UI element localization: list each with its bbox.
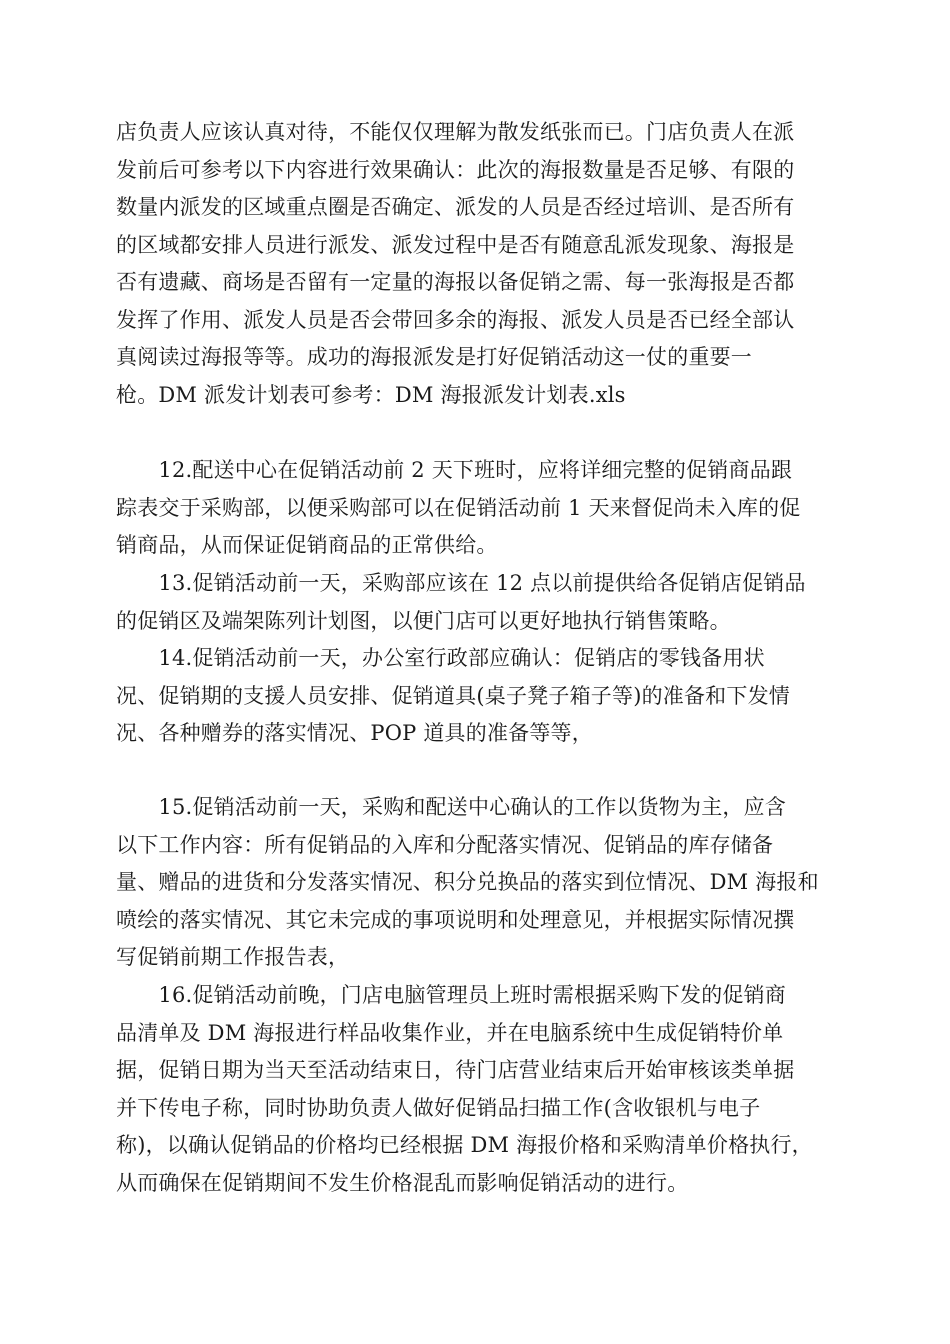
paragraph-item-12 (116, 452, 836, 565)
text-line: 否有遗藏、商场是否留有一定量的海报以备促销之需、每一张海报是否都 (116, 270, 795, 294)
text-line: 发前后可参考以下内容进行效果确认：此次的海报数量是否足够、有限的 (116, 157, 795, 182)
text-line: 发挥了作用、派发人员是否会带回多余的海报、派发人员是否已经全部认 (116, 307, 795, 332)
text-line: 12.配送中心在促销活动前 2 天下班时，应将详细完整的促销商品跟 (116, 458, 793, 482)
text-line: 以下工作内容：所有促销品的入库和分配落实情况、促销品的库存储备 (116, 832, 774, 857)
text-line: 喷绘的落实情况、其它未完成的事项说明和处理意见，并根据实际情况撰 (116, 907, 795, 932)
text-line: 况、促销期的支援人员安排、促销道具(桌子凳子箱子等)的准备和下发情 (116, 683, 790, 708)
text-line: 枪。DM 派发计划表可参考：DM 海报派发计划表.xls (116, 382, 626, 407)
paragraph-item-15 (116, 789, 836, 977)
text-line: 品清单及 DM 海报进行样品收集作业，并在电脑系统中生成促销特价单 (116, 1020, 784, 1045)
text-line: 从而确保在促销期间不发生价格混乱而影响促销活动的进行。 (116, 1170, 689, 1195)
text-line: 称)，以确认促销品的价格均已经根据 DM 海报价格和采购清单价格执行， (116, 1133, 813, 1157)
paragraph-item-13 (116, 565, 836, 640)
text-line: 踪表交于采购部，以便采购部可以在促销活动前 1 天来督促尚未入库的促 (116, 495, 801, 520)
paragraph-item-16 (116, 977, 836, 1202)
paragraph-item-14 (116, 640, 836, 753)
text-line: 店负责人应该认真对待，不能仅仅理解为散发纸张而已。门店负责人在派 (116, 120, 795, 144)
text-line: 的促销区及端架陈列计划图，以便门店可以更好地执行销售策略。 (116, 608, 731, 633)
paragraph-continuation (116, 114, 836, 414)
text-line: 13.促销活动前一天，采购部应该在 12 点以前提供给各促销店促销品 (116, 571, 806, 595)
text-line: 14.促销活动前一天，办公室行政部应确认：促销店的零钱备用状 (116, 646, 765, 670)
text-line: 数量内派发的区域重点圈是否确定、派发的人员是否经过培训、是否所有 (116, 195, 795, 219)
text-line: 15.促销活动前一天，采购和配送中心确认的工作以货物为主，应含 (116, 795, 786, 819)
text-line: 真阅读过海报等等。成功的海报派发是打好促销活动这一仗的重要一 (116, 345, 752, 369)
text-line: 据，促销日期为当天至活动结束日，待门店营业结束后开始审核该类单据 (116, 1058, 795, 1082)
text-line: 况、各种赠券的落实情况、POP 道具的准备等等， (116, 721, 593, 745)
text-line: 销商品，从而保证促销商品的正常供给。 (116, 533, 498, 557)
text-line: 并下传电子称，同时协助负责人做好促销品扫描工作(含收银机与电子 (116, 1095, 761, 1120)
text-line: 写促销前期工作报告表， (116, 945, 350, 969)
text-line: 的区域都安排人员进行派发、派发过程中是否有随意乱派发现象、海报是 (116, 232, 795, 257)
text-line: 16.促销活动前晚，门店电脑管理员上班时需根据采购下发的促销商 (116, 983, 786, 1007)
text-line: 量、赠品的进货和分发落实情况、积分兑换品的落实到位情况、DM 海报和 (116, 870, 819, 894)
